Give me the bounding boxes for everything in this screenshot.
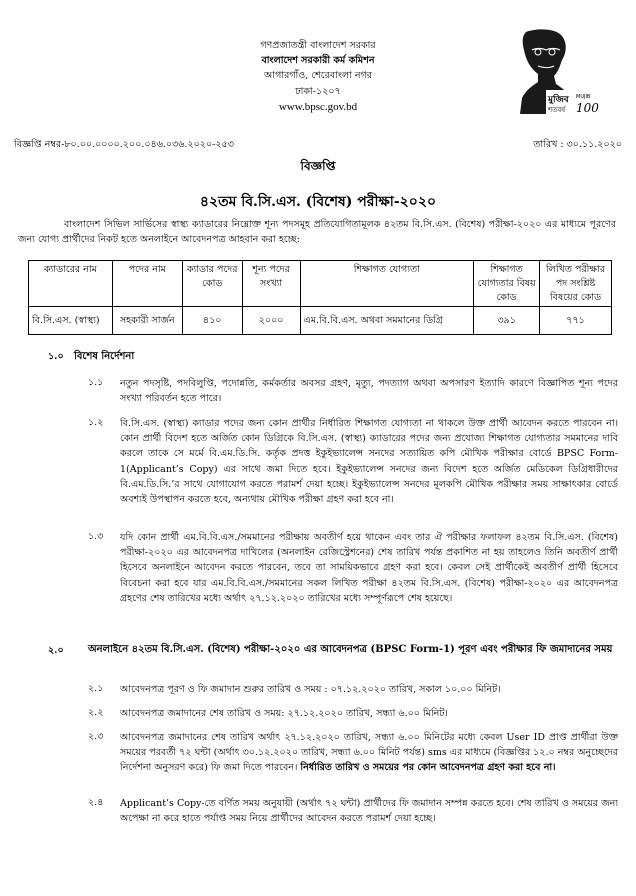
logo-latin-text: MUJIB bbox=[576, 94, 591, 100]
item-number: ২.২ bbox=[88, 707, 104, 718]
memo-date: তারিখ : ৩০.১১.২০২০ bbox=[533, 139, 622, 150]
table-cell: ৪১০ bbox=[182, 307, 242, 335]
intro-paragraph: বাংলাদেশ সিভিল সার্ভিসের স্বাস্থ্য ক্যাডারের নিম্নোক্ত শূন্য পদসমূহ প্রতিযোগিতামূলক ৪২তম বি.সি.এস. (বিশেষ) পরীক্ষা-২০২০ এর মাধ্যমে পূরণের জন্য যোগ্য প্রার্থীদের নিকট হতে অনলাইনে আবেদনপত্র আহবান করা হচ্ছে: bbox=[18, 219, 616, 245]
table-cell: সহকারী সার্জন bbox=[112, 307, 182, 335]
table-row bbox=[29, 307, 612, 335]
section-2-number: ২.০ bbox=[48, 645, 64, 656]
item-text: আবেদনপত্র পূরণ ও ফি জমাদান শুরুর তারিখ ও সময় : ০৭.১২.২০২০ তারিখ, সকাল ১০.০০ মিনিট। bbox=[120, 684, 501, 695]
table-header-cell: ক্যাডারের নাম bbox=[29, 261, 113, 307]
commission-name: বাংলাদেশ সরকারী কর্ম কমিশন bbox=[261, 55, 375, 67]
logo-number: 100 bbox=[576, 101, 599, 115]
website-link[interactable]: www.bpsc.gov.bd bbox=[278, 100, 358, 113]
item-number: ২.৪ bbox=[88, 797, 104, 808]
exam-title: ৪২তম বি.সি.এস. (বিশেষ) পরীক্ষা-২০২০ bbox=[199, 194, 437, 210]
mujib-100-logo bbox=[516, 28, 604, 120]
item-text: যদি কোন প্রার্থী এম.বি.বি.এস./সমমানের পরীক্ষায় অবতীর্ণ হয়ে থাকেন এবং তার ঐ পরীক্ষার ফলাফল ৪২তম বি.সি.এস. (বিশেষ) পরীক্ষা-২০২০ এর আবেদনপত্র দাখিলের (অনলাইন রেজিস্ট্রেশনের) শেষ তারিখ পর্যন্ত প্রকাশিত না হয় তাহলেও তিনি অবতীর্ণ প্রার্থী হিসেবে অনলাইনে আবেদন করতে পারবেন, তবে তা সাময়িকভাবে গ্রহণ করা হবে। কেবল সেই প্রার্থীকেই অবতীর্ণ প্রার্থী হিসেবে বিবেচনা করা হবে যার এম.বি.বি.এস./সমমানের সকল লিখিত পরীক্ষা ৪২তম বি.সি.এস. (বিশেষ) পরীক্ষা-২০২০ এর আবেদনপত্র গ্রহণের শেষ তারিখের মধ্যে অর্থাৎ ২৭.১২.২০২০ তারিখের মধ্যে সম্পূর্ণরূপে শেষ হয়েছে। bbox=[120, 532, 618, 604]
logo-subtext: শতবর্ষ bbox=[548, 106, 566, 114]
memo-number: বিজ্ঞপ্তি নম্বর-৮০.০০.০০০০.২০০.০৪৬.০৩৬.২০২০-২৫৩ bbox=[14, 139, 234, 150]
item-text: আবেদনপত্র জমাদানের শেষ তারিখ ও সময়: ২৭.১২.২০২০ তারিখ, সন্ধ্যা ৬.০০ মিনিট। bbox=[120, 708, 448, 719]
item-text: নতুন পদসৃষ্টি, পদবিলুপ্তি, পদোন্নতি, কর্মকর্তার অবসর গ্রহণ, মৃত্যু, পদত্যাগ অথবা অপসারণ ইত্যাদি কারণে বিজ্ঞাপিত শূন্য পদের সংখ্যা পরিবর্তন হতে পারে। bbox=[120, 378, 618, 405]
table-cell: ২০০০ bbox=[242, 307, 300, 335]
table-cell: এম.বি.বি.এস. অথবা সমমানের ডিগ্রি bbox=[300, 307, 474, 335]
section-2-heading: অনলাইনে ৪২তম বি.সি.এস. (বিশেষ) পরীক্ষা-২০২০ এর আবেদনপত্র (BPSC Form-1) পূরণ এবং পরীক্ষার ফি জমাদানের সময় bbox=[88, 644, 613, 655]
table-header-row bbox=[29, 261, 612, 307]
item-number: ১.২ bbox=[88, 417, 104, 428]
logo-text: মুজিব bbox=[548, 95, 569, 105]
city-line: ঢাকা-১২০৭ bbox=[295, 85, 341, 97]
table-cell: ৩৯১ bbox=[474, 307, 540, 335]
item-number: ১.১ bbox=[88, 377, 104, 388]
address-line: আগারগাঁও, শেরেবাংলা নগর bbox=[264, 70, 372, 82]
table-header-cell: শিক্ষাগত যোগ্যতা bbox=[300, 261, 474, 307]
section-1-number: ১.০ bbox=[48, 351, 64, 362]
table-cell: ৭৭১ bbox=[540, 307, 612, 335]
vacancy-table bbox=[28, 260, 612, 335]
item-number: ২.৩ bbox=[88, 731, 104, 742]
item-text-block bbox=[120, 730, 618, 776]
section-1-heading: বিশেষ নির্দেশনা bbox=[74, 351, 135, 362]
item-text: আবেদনপত্র জমাদানের শেষ তারিখ অর্থাৎ ২৭.১২.২০২০ তারিখ, সন্ধ্যা ৬.০০ মিনিটের মধ্যে কেবল User ID প্রাপ্ত প্রার্থীরা উক্ত সময়ের পরবর্তী ৭২ ঘন্টা (অর্থাৎ ৩০.১২.২০২০ তারিখ, সন্ধ্যা ৬.০০ মিনিট পর্যন্ত) sms এর মাধ্যমে (বিজ্ঞপ্তির ১২.০ নম্বর অনুচ্ছেদের নির্দেশনা অনুসরণ করে) ফি জমা দিতে পারবেন। bbox=[120, 732, 618, 774]
item-number: ২.১ bbox=[88, 683, 104, 694]
item-text: বি.সি.এস. (স্বাস্থ্য) ক্যাডার পদের জন্য কোন প্রার্থীর নির্ধারিত শিক্ষাগত যোগ্যতা না থাকলে উক্ত প্রার্থী আবেদন করতে পারবেন না। কোন প্রার্থী বিদেশ হতে অর্জিত কোন ডিগ্রিকে বি.সি.এস. (স্বাস্থ্য) ক্যাডারের পদের জন্য প্রযোজ্য শিক্ষাগত যোগ্যতার সমমানের দাবি করলে তাকে সে মর্মে বি.এম.ডি.সি. কর্তৃক প্রদত্ত ইকুইভ্যালেন্স সনদের সত্যায়িত কপি মৌখিক পরীক্ষার বোর্ডে BPSC Form-1(Applicant’s Copy) এর সাথে জমা দিতে হবে। ইকুইভ্যালেন্স সনদের জন্য বিদেশ হতে অর্জিত মেডিকেল ডিগ্রিধারীদের বি.এম.ডি.সি.’র সাথে যোগাযোগ করতে পরামর্শ দেয়া হচ্ছে। ইকুইভ্যালেন্স সনদের মূলকপি মৌখিক পরীক্ষার সময় সাক্ষাৎকার বোর্ডে অবশ্যই উপস্থাপন করতে হবে, অন্যথায় মৌখিক পরীক্ষা গ্রহণ করা হবে না। bbox=[120, 418, 618, 505]
item-text: Applicant’s Copy-তে বর্ণিত সময় অনুযায়ী (অর্থাৎ ৭২ ঘন্টা) প্রার্থীদের ফি জমাদান সম্পন্ন করতে হবে। শেষ তারিখ ও সময়ের জন্য অপেক্ষা না করে হাতে পর্যাপ্ত সময় নিয়ে প্রার্থীদের আবেদন করতে পরামর্শ দেয়া হচ্ছে। bbox=[120, 798, 618, 825]
table-header-cell: পদের নাম bbox=[112, 261, 182, 307]
table-header-cell: শূন্য পদের সংখ্যা bbox=[242, 261, 300, 307]
table-header-cell: ক্যাডার পদের কোড bbox=[182, 261, 242, 307]
table-header-cell: লিখিত পরীক্ষার পদ সংশ্লিষ্ট বিষয়ের কোড bbox=[540, 261, 612, 307]
item-number: ১.৩ bbox=[88, 531, 104, 542]
table-cell: বি.সি.এস. (স্বাস্থ্য) bbox=[29, 307, 113, 335]
deadline-warning: নির্ধারিত তারিখ ও সময়ের পর কোন আবেদনপত্র গ্রহণ করা হবে না। bbox=[300, 762, 556, 774]
govt-name: গণপ্রজাতন্ত্রী বাংলাদেশ সরকার bbox=[260, 40, 376, 51]
table-header-cell: শিক্ষাগত যোগ্যতার বিষয় কোড bbox=[474, 261, 540, 307]
notice-title: বিজ্ঞপ্তি bbox=[300, 159, 336, 173]
